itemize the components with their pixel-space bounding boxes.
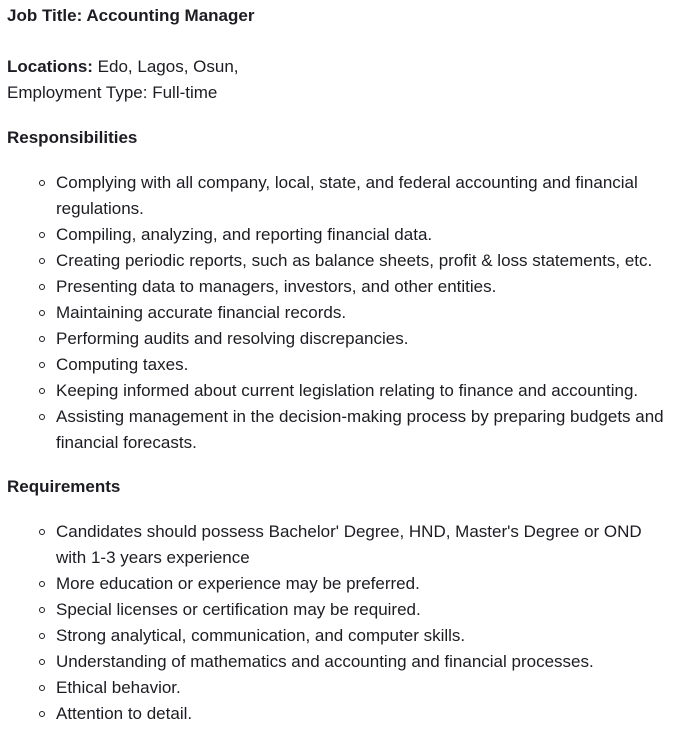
list-item bbox=[56, 300, 675, 326]
list-item-text: Creating periodic reports, such as balance sheets, profit & loss statements, etc. bbox=[56, 251, 653, 270]
list-item-text: Strong analytical, communication, and computer skills. bbox=[56, 626, 466, 645]
bullet-circle-icon bbox=[39, 258, 45, 264]
list-item-text: Compiling, analyzing, and reporting financial data. bbox=[56, 225, 433, 244]
list-item-text: Understanding of mathematics and accounting and financial processes. bbox=[56, 652, 594, 671]
list-item bbox=[56, 222, 675, 248]
requirements-list bbox=[7, 519, 675, 727]
list-item-text: Keeping informed about current legislation relating to finance and accounting. bbox=[56, 381, 639, 400]
bullet-circle-icon bbox=[39, 529, 45, 535]
job-title: Job Title: Accounting Manager bbox=[7, 6, 255, 25]
list-item bbox=[56, 675, 675, 701]
list-item bbox=[56, 623, 675, 649]
bullet-circle-icon bbox=[39, 659, 45, 665]
list-item bbox=[56, 248, 675, 274]
locations-label: Locations: bbox=[7, 57, 93, 76]
list-item-text: Assisting management in the decision-making process by preparing budgets and financial forecasts. bbox=[56, 407, 664, 452]
list-item bbox=[56, 519, 675, 571]
bullet-circle-icon bbox=[39, 336, 45, 342]
bullet-circle-icon bbox=[39, 607, 45, 613]
list-item bbox=[56, 326, 675, 352]
list-item-text: More education or experience may be preferred. bbox=[56, 574, 420, 593]
bullet-circle-icon bbox=[39, 232, 45, 238]
list-item-text: Computing taxes. bbox=[56, 355, 189, 374]
list-item bbox=[56, 597, 675, 623]
locations-line bbox=[7, 54, 675, 80]
employment-type: Employment Type: Full-time bbox=[7, 83, 218, 102]
list-item-text: Performing audits and resolving discrepancies. bbox=[56, 329, 409, 348]
bullet-circle-icon bbox=[39, 711, 45, 717]
bullet-circle-icon bbox=[39, 388, 45, 394]
locations-value: Edo, Lagos, Osun, bbox=[92, 57, 239, 76]
list-item bbox=[56, 378, 675, 404]
list-item-text: Special licenses or certification may be required. bbox=[56, 600, 421, 619]
list-item-text: Presenting data to managers, investors, and other entities. bbox=[56, 277, 497, 296]
requirements-heading: Requirements bbox=[7, 477, 121, 496]
bullet-circle-icon bbox=[39, 685, 45, 691]
bullet-circle-icon bbox=[39, 362, 45, 368]
list-item bbox=[56, 404, 675, 456]
bullet-circle-icon bbox=[39, 414, 45, 420]
list-item-text: Candidates should possess Bachelor' Degree, HND, Master's Degree or OND with 1-3 years experience bbox=[56, 522, 642, 567]
bullet-circle-icon bbox=[39, 310, 45, 316]
list-item-text: Complying with all company, local, state, and federal accounting and financial regulations. bbox=[56, 173, 638, 218]
list-item bbox=[56, 352, 675, 378]
list-item-text: Ethical behavior. bbox=[56, 678, 181, 697]
list-item-text: Maintaining accurate financial records. bbox=[56, 303, 347, 322]
responsibilities-heading: Responsibilities bbox=[7, 128, 138, 147]
bullet-circle-icon bbox=[39, 633, 45, 639]
responsibilities-list bbox=[7, 170, 675, 456]
list-item bbox=[56, 274, 675, 300]
list-item bbox=[56, 571, 675, 597]
bullet-circle-icon bbox=[39, 180, 45, 186]
list-item bbox=[56, 701, 675, 727]
list-item bbox=[56, 649, 675, 675]
bullet-circle-icon bbox=[39, 284, 45, 290]
job-posting bbox=[7, 3, 675, 727]
list-item-text: Attention to detail. bbox=[56, 704, 193, 723]
bullet-circle-icon bbox=[39, 581, 45, 587]
list-item bbox=[56, 170, 675, 222]
